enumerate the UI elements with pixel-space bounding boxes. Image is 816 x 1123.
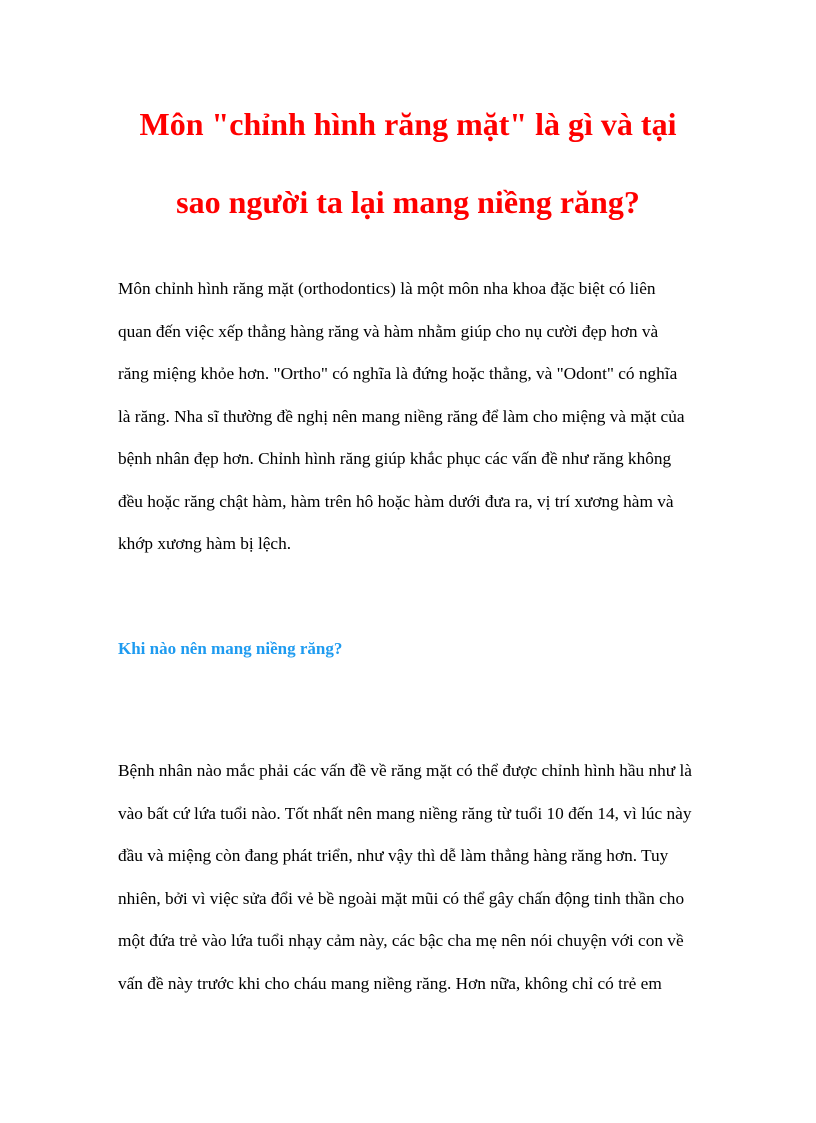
paragraph-line: khớp xương hàm bị lệch. — [118, 534, 292, 553]
page-title-line-2: sao người ta lại mang niềng răng? — [176, 184, 640, 220]
paragraph-line: vấn đề này trước khi cho cháu mang niềng răng. Hơn nữa, không chỉ có trẻ em — [118, 973, 662, 993]
paragraph-line: Môn chỉnh hình răng mặt (orthodontics) là một môn nha khoa đặc biệt có liên — [118, 279, 656, 298]
paragraph-line: nhiên, bởi vì việc sửa đổi vẻ bề ngoài mặt mũi có thể gây chấn động tinh thần cho — [118, 888, 685, 908]
paragraph-line: đều hoặc răng chật hàm, hàm trên hô hoặc hàm dưới đưa ra, vị trí xương hàm và — [118, 491, 674, 511]
when-paragraph — [118, 750, 738, 1005]
paragraph-line: răng miệng khỏe hơn. "Ortho" có nghĩa là đứng hoặc thẳng, và "Odont" có nghĩa — [118, 364, 678, 383]
paragraph-line: đầu và miệng còn đang phát triển, như vậy thì dễ làm thẳng hàng răng hơn. Tuy — [118, 846, 669, 865]
paragraph-line: một đứa trẻ vào lứa tuổi nhạy cảm này, các bậc cha mẹ nên nói chuyện với con về — [118, 931, 684, 950]
paragraph-line: bệnh nhân đẹp hơn. Chỉnh hình răng giúp khắc phục các vấn đề như răng không — [118, 449, 672, 468]
section-heading: Khi nào nên mang niềng răng? — [118, 639, 343, 658]
paragraph-line: vào bất cứ lứa tuổi nào. Tốt nhất nên mang niềng răng từ tuổi 10 đến 14, vì lúc này — [118, 803, 692, 823]
paragraph-line: là răng. Nha sĩ thường đề nghị nên mang niềng răng để làm cho miệng và mặt của — [118, 406, 685, 426]
paragraph-line: quan đến việc xếp thẳng hàng răng và hàm nhằm giúp cho nụ cười đẹp hơn và — [118, 321, 659, 341]
page-title-line-1: Môn "chỉnh hình răng mặt" là gì và tại — [139, 106, 677, 142]
paragraph-line: Bệnh nhân nào mắc phải các vấn đề về răng mặt có thể được chỉnh hình hầu như là — [118, 761, 692, 780]
intro-paragraph — [118, 268, 738, 566]
